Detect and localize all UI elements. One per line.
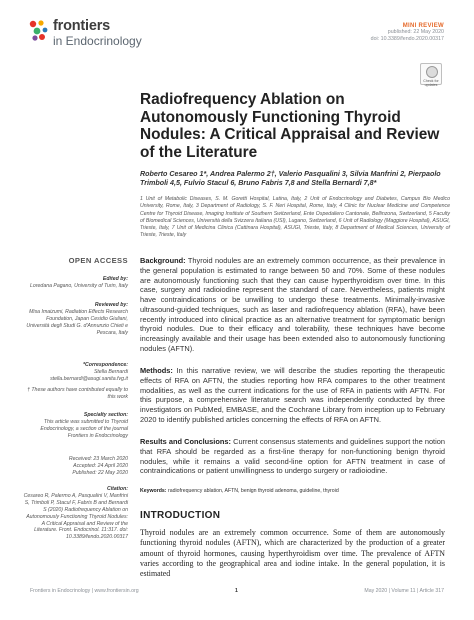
publisher-name: frontiers (53, 18, 111, 34)
footer-issue: May 2020 | Volume 11 | Article 317 (364, 588, 444, 594)
article-meta (371, 23, 444, 43)
abstract-methods-text: In this narrative review, we will describe the studies reporting the therapeutic effects of RFA on AFTN, the studies reporting how RFA compares to the other treatment modalities, as well as the current indications for the use of RFA in patients with AFTN. For this purpose, a comprehensive literature search was independently conducted by three investigators on PubMed, EMBASE, and the Cochrane Library from inception up to February 2020 to identify published articles concerning the effects of RFA on AFTN. (140, 366, 445, 424)
abstract-results-label: Results and Conclusions: (140, 437, 231, 446)
abstract-results-text: Current consensus statements and guidelines support the notion that RFA should be regarded as a first-line therapy for non-functioning benign thyroid nodules, while it remains a valid second-line option for AFTN treatment in case of contraindications or patient unwillingness to undergo surgery or radioiodine. (140, 437, 445, 476)
edited-by-block (22, 276, 128, 290)
correspondence-block (22, 362, 128, 383)
abstract-background-label: Background: (140, 256, 186, 265)
abstract-background-text: Thyroid nodules are an extremely common occurrence, as their prevalence in the general population is estimated to range between 50 and 70%. Some of these nodules are autonomously functioning such that they can cause hyperthyroidism over time. In this case, surgery and radioiodine represent the standard of care. Nevertheless, patients might have contraindications or be unwilling to undergo these treatments. Minimally-invasive ultrasound-guided techniques, such as laser and radiofrequency ablation (RFA), have been recently introduced into clinical practice as an alternative treatment for symptomatic benign thyroid nodules. Due to their efficacy and tolerability, these techniques have become increasingly available and their usage has been extended also to autonomously functioning nodules (AFTN). (140, 256, 446, 353)
reviewed-by-block (22, 302, 128, 337)
abstract-methods (140, 366, 445, 425)
reviewed-by-text: Misa Imaizumi, Radiation Effects Research Foundation, Japan Cesidio Giuliani, Università degli Studi G. d'Annunzio Chieti e Pescara, Italy (26, 308, 128, 336)
page-footer (30, 588, 444, 598)
correspondence-text[interactable]: Stella Bernardi stella.bernardi@asugi.sanita.fvg.it (50, 368, 128, 382)
citation-heading: Citation: (106, 486, 128, 492)
specialty-block (22, 412, 128, 440)
published-date: published: 22 May 2020 (387, 29, 444, 35)
journal-logo[interactable] (29, 17, 159, 51)
abstract-methods-label: Methods: (140, 366, 173, 375)
author-list: Roberto Cesareo 1*, Andrea Palermo 2†, Valerio Pasqualini 3, Silvia Manfrini 2, Pierpaolo Trimboli 4,5, Fulvio Stacul 6, Bruno Fabris 7,8 and Stella Bernardi 7,8* (140, 170, 441, 187)
citation-block (22, 486, 128, 541)
check-for-updates-button[interactable] (420, 63, 442, 85)
dates-block (22, 456, 128, 477)
keywords-text: radiofrequency ablation, AFTN, benign thyroid adenoma, guideline, thyroid (167, 488, 339, 494)
frontiers-logo-icon (29, 19, 49, 43)
correspondence-heading: *Correspondence: (83, 362, 128, 368)
citation-text: Cesareo R, Palermo A, Pasqualini V, Manfrini S, Trimboli P, Stacul F, Fabris B and Bernardi S (2020) Radiofrequency Ablation on Autonomously Functioning Thyroid Nodules: A Critical Appraisal and Review of the Literature. Front. Endocrinol. 11:317. doi: 10.3389/fendo.2020.00317 (23, 492, 128, 541)
article-type: MINI REVIEW (402, 23, 444, 29)
check-updates-label: Check for updates (423, 79, 439, 87)
specialty-heading: Specialty section: (83, 412, 128, 418)
open-access-label: OPEN ACCESS (68, 256, 128, 265)
footer-journal[interactable]: Frontiers in Endocrinology | www.frontiersin.org (30, 588, 139, 594)
equal-contribution-note: † These authors have contributed equally to this work (27, 387, 128, 400)
check-updates-icon (426, 66, 438, 78)
keywords (140, 488, 445, 495)
specialty-text: This article was submitted to Thyroid Endocrinology, a section of the journal Frontiers in Endocrinology (40, 418, 128, 439)
edited-by-text: Loredana Pagano, University of Turin, Italy (30, 282, 128, 289)
introduction-heading: INTRODUCTION (140, 510, 221, 521)
abstract-results (140, 437, 445, 476)
received-date: Received: 23 March 2020 (68, 456, 128, 462)
abstract-background (140, 256, 445, 354)
reviewed-by-heading: Reviewed by: (94, 302, 128, 308)
article-title: Radiofrequency Ablation on Autonomously Functioning Thyroid Nodules: A Critical Appraisal and Review of the Literature (140, 91, 440, 162)
introduction-text: Thyroid nodules are an extremely common occurrence. Some of them are autonomously functioning thyroid nodules (AFTN), which are characterized by the production of a greater amount of thyroid hormones, causing hyperthyroidism over time. The prevalence of AFTN varies according to the geographical area and iodine intake. In the general population, it is estimated (140, 528, 445, 579)
accepted-date: Accepted: 24 April 2020 (73, 462, 128, 469)
page-number: 1 (235, 588, 238, 594)
published-date-side: Published: 22 May 2020 (72, 469, 128, 476)
journal-name: in Endocrinology (53, 34, 142, 48)
edited-by-heading: Edited by: (102, 276, 128, 282)
affiliations: 1 Unit of Metabolic Diseases, S. M. Goretti Hospital, Latina, Italy, 2 Unit of Endocrinology and Diabetes, Campus Bio Medico University, Rome, Italy, 3 Department of Radiology, S. F. Neri Hospital, Rome, Italy, 4 Clinic for Nuclear Medicine and Competence Centre for Thyroid Disease, Imaging Institute of Southern Switzerland, Ente Ospedaliero Cantonale, Bellinzona, Switzerland, 5 Faculty of Biomedical Sciences, Università della Svizzera Italiana (USI), Lugano, Switzerland, 6 Unit of Radiology (Maggiore Hospital), ASUGI, Trieste, Italy, 7 Unit of Medicina Clinica (Cattinara Hospital), ASUGI, Trieste, Italy, 8 Department of Medical Sciences, University of Trieste, Trieste, Italy (140, 196, 450, 239)
doi-link[interactable]: doi: 10.3389/fendo.2020.00317 (370, 36, 444, 43)
keywords-label: Keywords: (140, 488, 167, 494)
